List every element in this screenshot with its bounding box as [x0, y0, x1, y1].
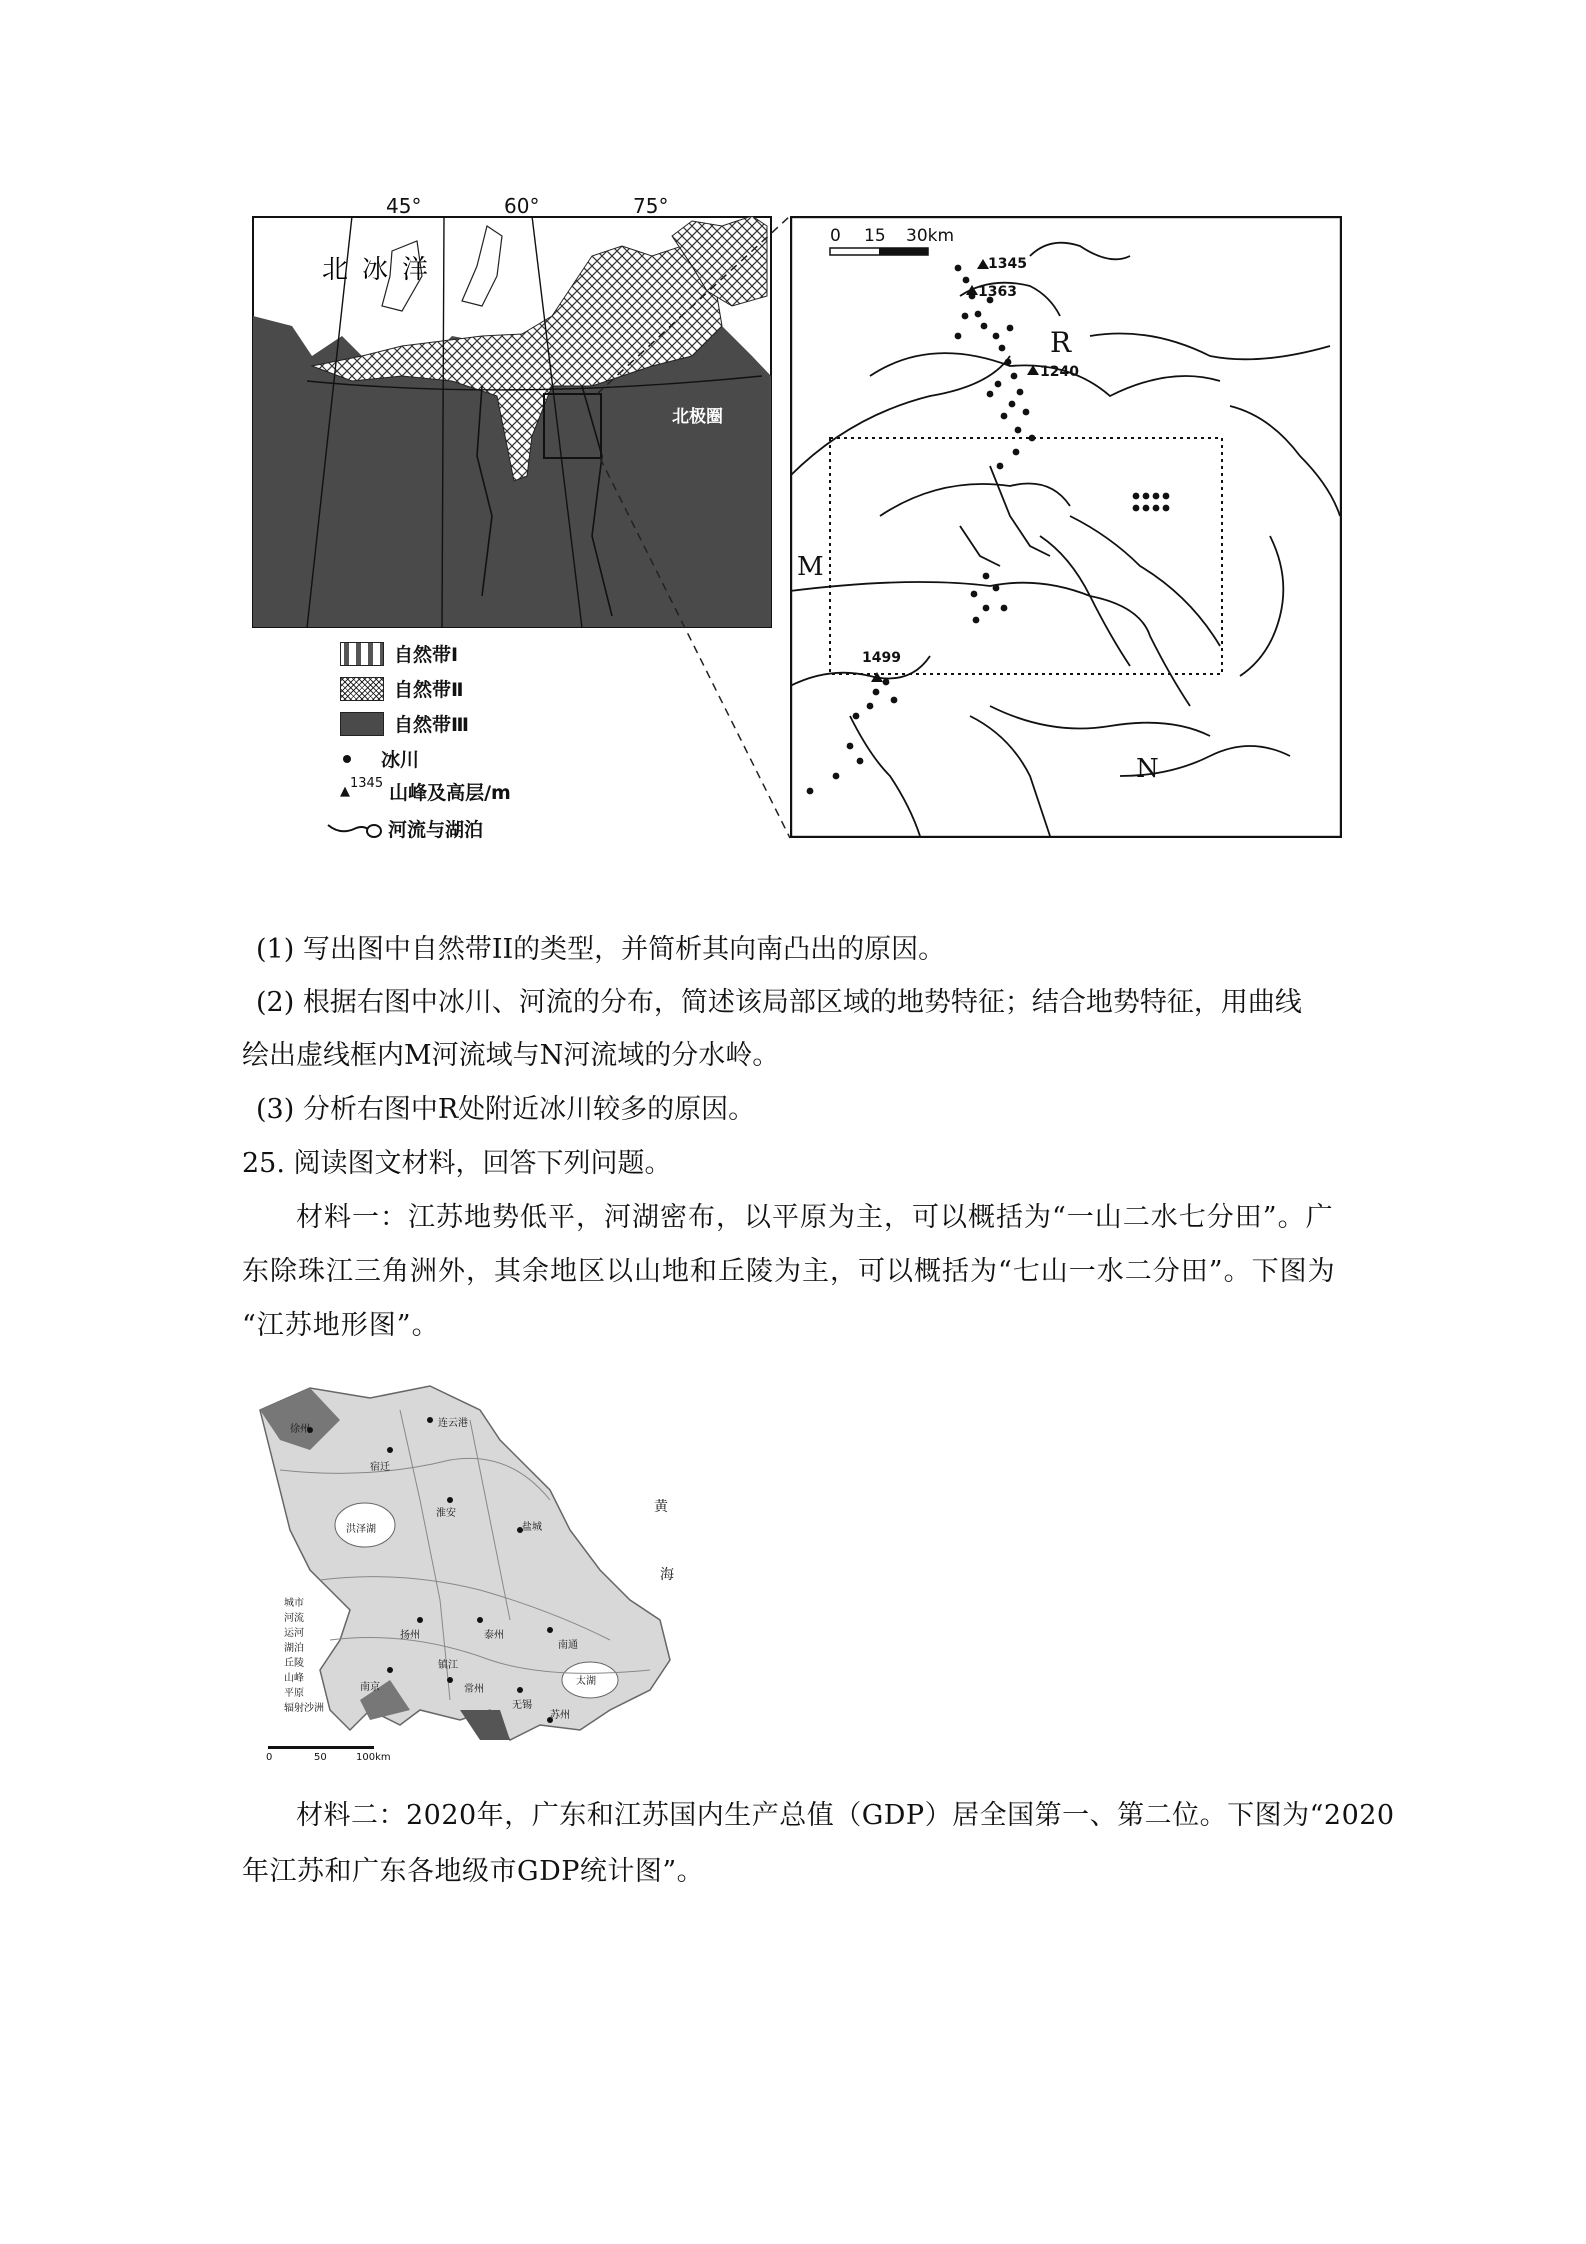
question-25-title: 25. 阅读图文材料，回答下列问题。	[242, 1148, 672, 1179]
peak-1345: 1345	[988, 256, 1027, 272]
peak-1240: 1240	[1040, 364, 1079, 380]
place-label: 太湖	[576, 1676, 596, 1687]
jiangsu-terrain-map	[250, 1380, 692, 1776]
peak-1363: 1363	[978, 284, 1017, 300]
peak-1499: 1499	[862, 650, 901, 666]
material-2-line2: 年江苏和广东各地级市GDP统计图”。	[242, 1856, 705, 1887]
sea-label-hai: 海	[660, 1567, 674, 1583]
place-label: 淮安	[436, 1508, 456, 1519]
jiangsu-legend: 城市 河流 运河 湖泊 丘陵 山峰 平原 辐射沙洲	[284, 1598, 324, 1714]
place-label: 扬州	[400, 1630, 420, 1641]
scale-15: 15	[864, 226, 886, 246]
question-1: (1) 写出图中自然带II的类型，并简析其向南凸出的原因。	[256, 934, 946, 965]
material-2-line1: 材料二：2020年，广东和江苏国内生产总值（GDP）居全国第一、第二位。下图为“2020	[296, 1800, 1395, 1831]
scale-30km: 30km	[906, 226, 955, 246]
question-2-line2: 绘出虚线框内M河流域与N河流域的分水岭。	[242, 1040, 780, 1071]
scale-0: 0	[830, 226, 841, 246]
dashes-swatch-icon	[340, 642, 384, 666]
jiangsu-scale-100: 100km	[356, 1752, 391, 1763]
place-label: 苏州	[550, 1710, 570, 1721]
dark-swatch-icon	[340, 712, 384, 736]
lon-75-label: 75°	[633, 194, 669, 218]
jiangsu-scale-bar	[268, 1746, 374, 1749]
jiangsu-scale-0: 0	[266, 1752, 273, 1763]
place-label: 南通	[558, 1640, 578, 1651]
legend-zone-2: 自然带Ⅱ	[340, 675, 464, 702]
lon-45-label: 45°	[386, 194, 422, 218]
place-label: 洪泽湖	[346, 1524, 376, 1535]
place-label: 南京	[360, 1682, 380, 1693]
right-map-figure	[790, 216, 1342, 838]
arctic-circle-label: 北极圈	[672, 407, 723, 427]
dot-icon	[343, 755, 351, 763]
place-label: 徐州	[290, 1424, 310, 1435]
jiangsu-scale-50: 50	[314, 1752, 327, 1763]
material-1-line3: “江苏地形图”。	[242, 1310, 440, 1341]
legend-river: 河流与湖泊	[326, 815, 483, 842]
letter-m: M	[797, 552, 824, 582]
peak-icon: ▲	[340, 784, 350, 799]
place-label: 泰州	[484, 1630, 504, 1641]
place-label: 宿迁	[370, 1462, 390, 1473]
river-lake-icon	[326, 817, 384, 841]
glacier-river-map	[790, 216, 1342, 838]
material-1-line1: 材料一：江苏地势低平，河湖密布，以平原为主，可以概括为“一山二水七分田”。广	[296, 1202, 1334, 1233]
legend-zone-1: 自然带Ⅰ	[340, 640, 458, 667]
crosshatch-swatch-icon	[340, 677, 384, 701]
legend-peak: ▲ 1345 山峰及高层/m	[340, 776, 511, 804]
question-3: (3) 分析右图中R处附近冰川较多的原因。	[256, 1094, 756, 1125]
material-1-line2: 东除珠江三角洲外，其余地区以山地和丘陵为主，可以概括为“七山一水二分田”。下图为	[242, 1256, 1336, 1287]
sea-label-huang: 黄	[654, 1499, 668, 1515]
place-label: 常州	[464, 1684, 484, 1695]
lon-60-label: 60°	[504, 194, 540, 218]
place-label: 连云港	[438, 1418, 468, 1429]
ocean-label: 北冰洋	[322, 255, 443, 285]
place-label: 无锡	[512, 1700, 532, 1711]
place-label: 盐城	[522, 1522, 542, 1533]
place-label: 镇江	[438, 1660, 458, 1671]
question-2-line1: (2) 根据右图中冰川、河流的分布，简述该局部区域的地势特征；结合地势特征，用曲线	[256, 987, 1302, 1018]
letter-r: R	[1050, 326, 1072, 359]
jiangsu-map-svg	[250, 1380, 692, 1776]
legend-glacier: 冰川	[340, 745, 419, 772]
letter-n: N	[1136, 754, 1159, 784]
legend-zone-3: 自然带Ⅲ	[340, 710, 469, 737]
